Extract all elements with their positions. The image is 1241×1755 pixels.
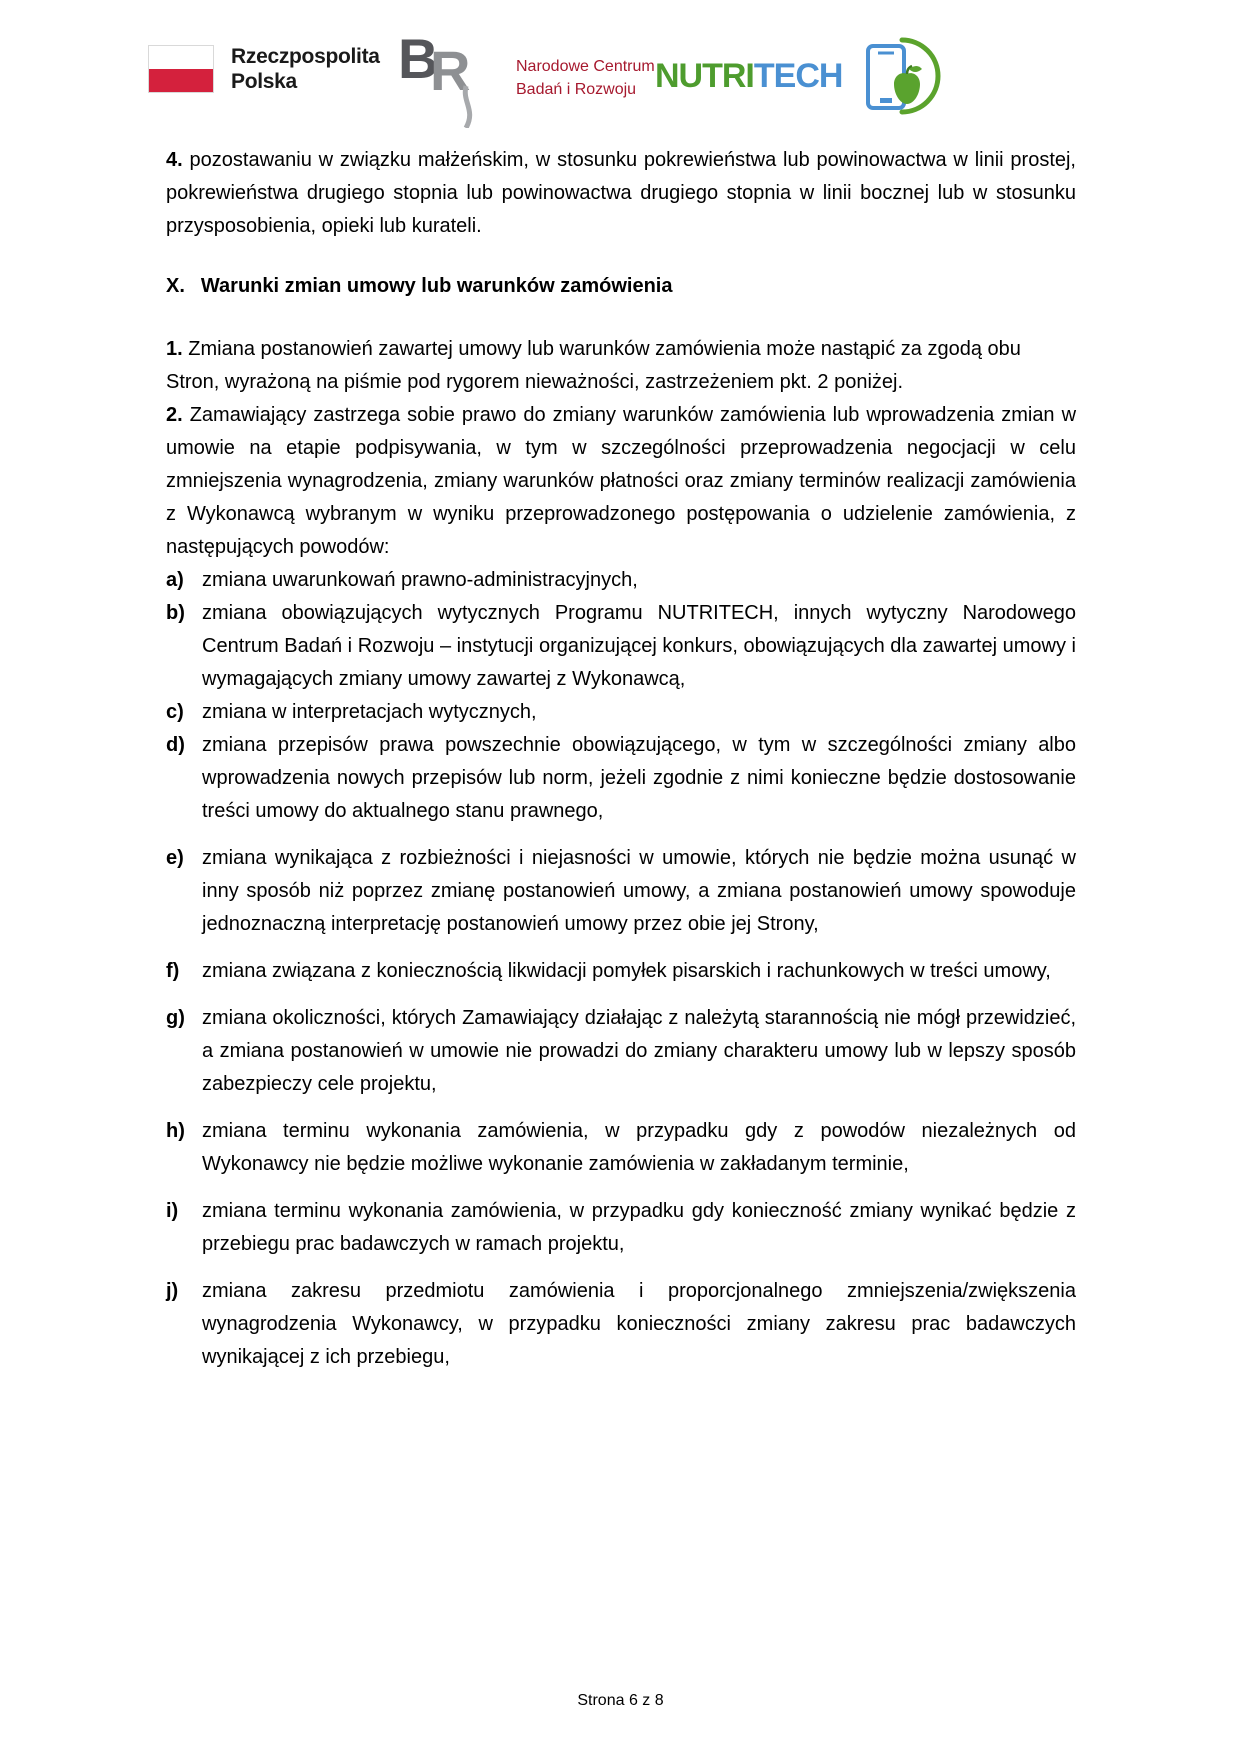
paragraph-1-marker: 1. — [166, 338, 183, 360]
list-item-h — [166, 1115, 1076, 1181]
page-number: Strona 6 z 8 — [577, 1692, 664, 1709]
document-content — [166, 144, 1076, 1374]
logo-nutritech — [655, 36, 947, 116]
list-item-i-text: zmiana terminu wykonania zamówienia, w przypadku gdy konieczność zmiany wynikać będzie z przebiegu prac badawczych w ramach projektu, — [202, 1200, 1076, 1255]
poland-flag-icon — [148, 45, 214, 93]
ncbr-label-line1: Narodowe Centrum — [516, 58, 655, 75]
list-item-b — [166, 597, 1076, 696]
list-item-h-text: zmiana terminu wykonania zamówienia, w przypadku gdy z powodów niezależnych od Wykonawcy nie będzie możliwe wykonanie zamówienia w zakładanym terminie, — [202, 1120, 1076, 1175]
ncbr-label-line2: Badań i Rozwoju — [516, 81, 637, 98]
paragraph-4-text: pozostawaniu w związku małżeńskim, w stosunku pokrewieństwa lub powinowactwa w linii prostej, pokrewieństwa drugiego stopnia lub powinowactwa drugiego stopnia w linii bocznej lub w stosunku przysposobienia, opieki lub kurateli. — [166, 149, 1076, 237]
list-item-d-marker: d) — [166, 734, 185, 756]
paragraph-4 — [166, 144, 1076, 243]
list-item-j — [166, 1275, 1076, 1374]
paragraph-4-marker: 4. — [166, 149, 183, 171]
reasons-list — [166, 564, 1076, 1374]
list-item-e-text: zmiana wynikająca z rozbieżności i niejasności w umowie, których nie będzie można usunąć w inny sposób niż poprzez zmianę postanowień umowy, a zmiana postanowień umowy spowoduje jednoznaczną interpretację postanowień umowy przez obie jej Strony, — [202, 847, 1076, 935]
list-item-i — [166, 1195, 1076, 1261]
br-monogram-icon — [396, 28, 504, 128]
paragraph-2 — [166, 399, 1076, 564]
nutritech-wordmark — [655, 37, 842, 115]
phone-apple-icon — [852, 36, 947, 116]
logo-ncbr — [396, 28, 655, 128]
logo-poland-label-line1: Rzeczpospolita — [231, 45, 380, 68]
list-item-g-marker: g) — [166, 1007, 185, 1029]
logo-poland-label-line2: Polska — [231, 70, 297, 93]
nutritech-wordmark-green: NUTRI — [655, 57, 754, 95]
list-item-c-marker: c) — [166, 701, 184, 723]
paragraph-1 — [166, 333, 1076, 399]
list-item-g-text: zmiana okoliczności, których Zamawiający działając z należytą starannością nie mógł przewidzieć, a zmiana postanowień w umowie nie prowadzi do zmiany charakteru umowy lub w lepszy sposób zabezpieczy cele projektu, — [202, 1007, 1076, 1095]
section-heading-text: Warunki zmian umowy lub warunków zamówienia — [200, 275, 673, 297]
list-item-i-marker: i) — [166, 1200, 179, 1222]
list-item-d-text: zmiana przepisów prawa powszechnie obowiązującego, w tym w szczególności zmiany albo wprowadzenia nowych przepisów lub norm, jeżeli zgodnie z nimi konieczne będzie dostosowanie treści umowy do aktualnego stanu prawnego, — [202, 734, 1076, 822]
logo-poland-label — [231, 44, 380, 94]
list-item-e — [166, 842, 1076, 941]
br-letter-b: B — [398, 28, 439, 90]
ncbr-label — [516, 55, 655, 101]
list-item-b-text: zmiana obowiązujących wytycznych Programu NUTRITECH, innych wytyczny Narodowego Centrum Badań i Rozwoju – instytucji organizującej konkurs, obowiązujących dla zawartej umowy i wymagających zmiany umowy zawartej z Wykonawcą, — [202, 602, 1076, 690]
list-item-a-marker: a) — [166, 569, 184, 591]
list-item-b-marker: b) — [166, 602, 185, 624]
list-item-f-text: zmiana związana z koniecznością likwidacji pomyłek pisarskich i rachunkowych w treści umowy, — [202, 960, 1051, 982]
paragraph-2-marker: 2. — [166, 404, 183, 426]
list-item-a — [166, 564, 1076, 597]
section-heading — [166, 270, 1076, 303]
list-item-e-marker: e) — [166, 847, 184, 869]
list-item-j-text: zmiana zakresu przedmiotu zamówienia i proporcjonalnego zmniejszenia/zwiększenia wynagrodzenia Wykonawcy, w przypadku konieczności zmiany zakresu prac badawczych wynikającej z ich przebiegu, — [202, 1280, 1076, 1368]
list-item-f — [166, 955, 1076, 988]
paragraph-1-text: Zmiana postanowień zawartej umowy lub warunków zamówienia może nastąpić za zgodą obu Stron, wyrażoną na piśmie pod rygorem nieważności, zastrzeżeniem pkt. 2 poniżej. — [166, 338, 1021, 393]
list-item-j-marker: j) — [166, 1280, 179, 1302]
list-item-c — [166, 696, 1076, 729]
list-item-c-text: zmiana w interpretacjach wytycznych, — [202, 701, 537, 723]
br-letter-r: R — [430, 39, 471, 102]
list-item-d — [166, 729, 1076, 828]
paragraph-2-text: Zamawiający zastrzega sobie prawo do zmiany warunków zamówienia lub wprowadzenia zmian w umowie na etapie podpisywania, w tym w szczególności przeprowadzenia negocjacji w celu zmniejszenia wynagrodzenia, zmiany warunków płatności oraz zmiany terminów realizacji zamówienia z Wykonawcą wybranym w wyniku przeprowadzonego postępowania o udzielenie zamówienia, z następujących powodów: — [166, 404, 1077, 558]
list-item-a-text: zmiana uwarunkowań prawno-administracyjnych, — [202, 569, 638, 591]
logo-poland — [148, 44, 380, 94]
nutritech-wordmark-blue: TECH — [753, 57, 843, 95]
list-item-f-marker: f) — [166, 960, 180, 982]
list-item-h-marker: h) — [166, 1120, 185, 1142]
section-heading-marker: X. — [166, 275, 185, 297]
page-footer — [0, 1692, 1241, 1710]
list-item-g — [166, 1002, 1076, 1101]
